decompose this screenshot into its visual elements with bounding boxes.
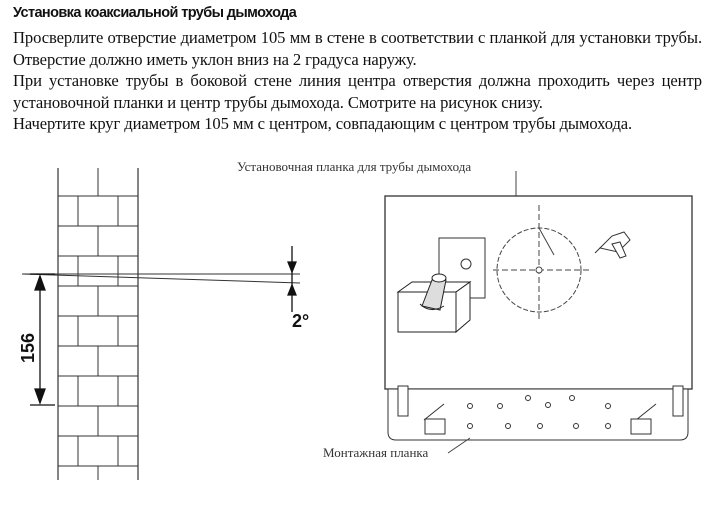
angle-label: 2° <box>292 311 310 331</box>
instruction-paragraph-1: Просверлите отверстие диаметром 105 мм в стене в соответствии с планкой для установки трубы. Отверстие должно иметь уклон вниз на 2 градуса наружу. <box>13 28 702 69</box>
angle-indicator <box>288 246 296 312</box>
instruction-paragraph-3: Начертите круг диаметром 105 мм с центром, совпадающим с центром трубы дымохода. <box>13 114 633 133</box>
dimension-label: 156 <box>18 332 38 364</box>
wall-section-drawing <box>58 168 138 480</box>
mounting-bracket <box>388 386 688 440</box>
callout-mounting-plate-label: Установочная планка для трубы дымохода <box>237 159 472 174</box>
pipe-axis-lines <box>22 274 300 283</box>
callout-bracket-label: Монтажная планка <box>323 445 429 460</box>
section-heading: Установка коаксиальной трубы дымохода <box>13 5 297 21</box>
instruction-paragraph-2: При установке трубы в боковой стене линия центра отверстия должна проходить через центр установочной планки и центр трубы дымохода. Смотрите на рисунок снизу. <box>13 71 702 112</box>
